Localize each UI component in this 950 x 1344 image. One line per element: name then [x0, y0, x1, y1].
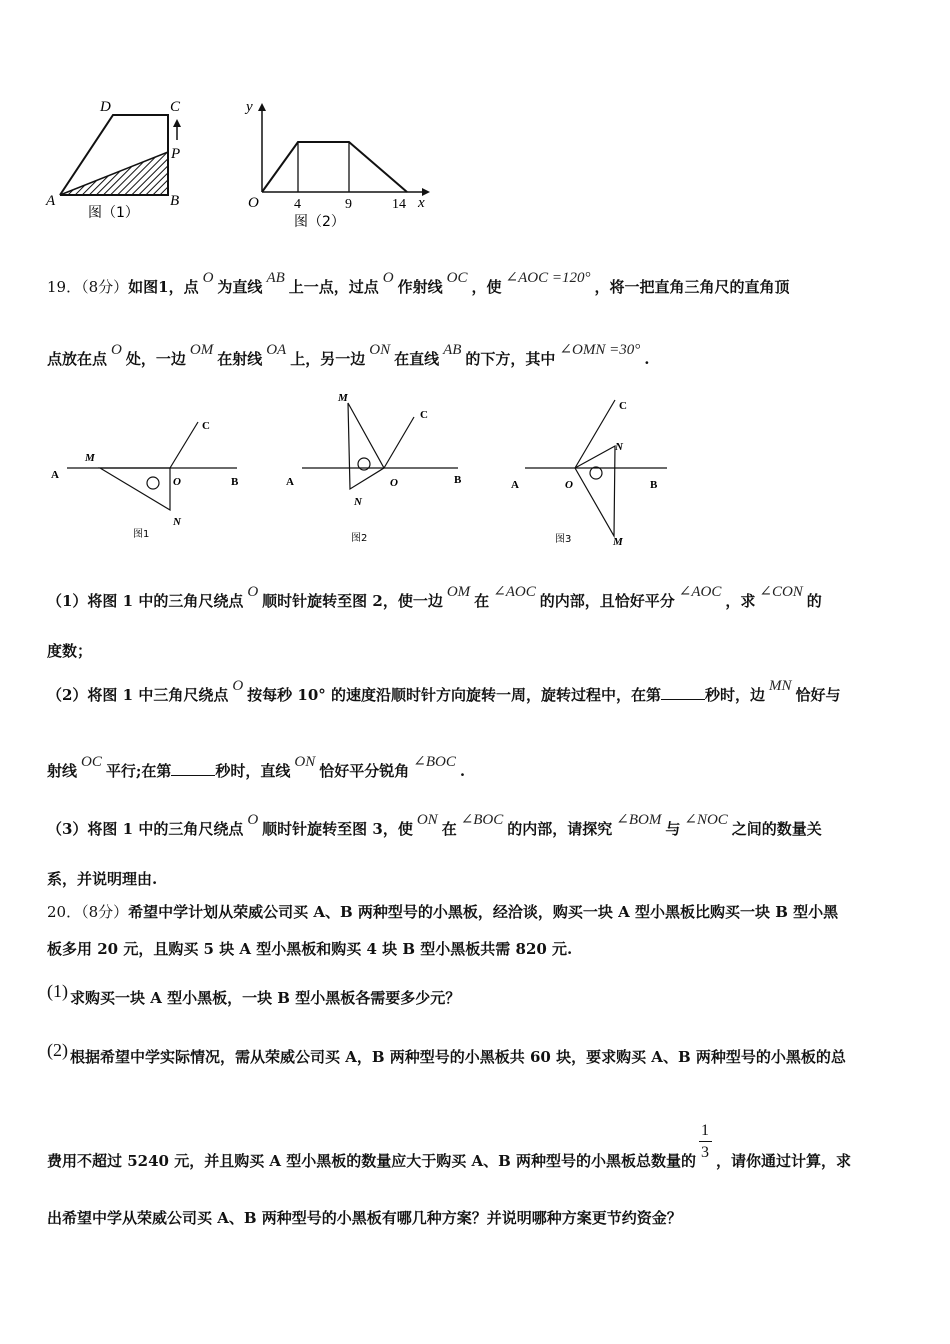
f1-label-B: B	[231, 476, 239, 488]
f2-label-A: A	[286, 476, 294, 488]
q19-text: 按每秒 10° 的速度沿顺时针方向旋转一周，旋转过程中，在第	[247, 686, 661, 704]
math-O: O	[111, 342, 122, 358]
q20-score: （8分）	[81, 903, 129, 921]
q19-part-3-cont	[47, 868, 904, 890]
q20-text: ，请你通过计算，求	[716, 1152, 852, 1170]
q19-line-2	[47, 342, 904, 371]
fig2-x-label: x	[418, 195, 425, 211]
q19-text: 系，并说明理由.	[47, 870, 158, 888]
math-O: O	[247, 584, 259, 600]
q19-text: 的下方，其中	[465, 350, 556, 368]
q19-text: .	[459, 762, 466, 780]
math-angle-AOC: ∠AOC	[493, 584, 536, 600]
q20-line-1	[47, 901, 904, 923]
math-OA: OA	[266, 342, 287, 358]
q19-text: 上一点，过点	[288, 278, 379, 296]
q19-figure-1	[45, 405, 260, 545]
math-OC: OC	[446, 270, 468, 286]
answer-blank-1[interactable]	[661, 685, 705, 700]
q20-sub-1-marker: (1)	[47, 981, 68, 1001]
math-angle-BOC: ∠BOC	[413, 754, 456, 770]
q19-text: 在直线	[394, 350, 440, 368]
math-angle-AOC-120: ∠AOC =120°	[505, 270, 591, 286]
math-O: O	[232, 678, 244, 694]
math-angle-CON: ∠CON	[759, 584, 803, 600]
q20-text: 出希望中学从荣威公司买 A、B 两种型号的小黑板有哪几种方案？并说明哪种方案更节约资金？	[47, 1209, 682, 1227]
q19-figure-2	[280, 385, 480, 550]
q20-text: 费用不超过 5240 元，并且购买 A 型小黑板的数量应大于购买 A、B 两种型号的小黑板总数量的	[47, 1152, 697, 1170]
f2-label-M: M	[338, 392, 348, 404]
math-angle-NOC: ∠NOC	[684, 812, 728, 828]
q19-figure-3	[505, 390, 690, 550]
f2-caption: 图2	[351, 533, 368, 544]
figure-1-trapezoid	[40, 95, 190, 230]
q19-part-2	[47, 678, 904, 707]
f1-label-M: M	[85, 452, 95, 464]
q19-text: 在	[474, 592, 490, 610]
f1-label-O: O	[173, 476, 181, 488]
math-angle-AOC: ∠AOC	[678, 584, 722, 600]
q20-sub-2	[47, 1040, 904, 1068]
fig2-caption: 图（2）	[294, 214, 345, 230]
f3-label-O: O	[565, 479, 573, 491]
math-angle-BOM: ∠BOM	[616, 812, 662, 828]
fig1-label-C: C	[170, 99, 181, 115]
math-OM: OM	[189, 342, 214, 358]
q19-text: 度数；	[47, 642, 93, 660]
f1-label-A: A	[51, 469, 59, 481]
fig1-label-B: B	[170, 193, 180, 209]
math-ON: ON	[294, 754, 316, 770]
q19-text: 处，一边	[125, 350, 186, 368]
q19-text: 射线	[47, 762, 78, 780]
fig1-label-D: D	[100, 99, 111, 115]
q19-text: 的内部，请探究	[507, 820, 613, 838]
f2-label-O: O	[390, 477, 398, 489]
q19-text: （2）将图 1 中三角尺绕点	[47, 686, 229, 704]
fig1-label-A: A	[46, 193, 56, 209]
q20-sub-1	[47, 981, 904, 1009]
q19-text: 顺时针旋转至图 3，使	[262, 820, 413, 838]
f2-label-B: B	[454, 474, 462, 486]
q19-text: ，将一把直角三角尺的直角顶	[594, 278, 790, 296]
f1-label-N: N	[173, 516, 181, 528]
q19-text: 顺时针旋转至图 2，使一边	[262, 592, 443, 610]
q20-text: 希望中学计划从荣威公司买 A、B 两种型号的小黑板，经洽谈，购买一块 A 型小黑板比购买一块 B 型小黑	[128, 903, 839, 921]
q19-text: ，求	[725, 592, 756, 610]
q20-text: 板多用 20 元，且购买 5 块 A 型小黑板和购买 4 块 B 型小黑板共需 820 元.	[47, 940, 573, 958]
q19-text: （3）将图 1 中的三角尺绕点	[47, 820, 244, 838]
q19-text: 的内部，且恰好平分	[539, 592, 675, 610]
fig1-caption: 图（1）	[88, 205, 139, 221]
q19-text: 上，另一边	[290, 350, 366, 368]
q19-part-3	[47, 812, 904, 841]
q19-part-1	[47, 584, 904, 613]
fig2-tick-14: 14	[392, 197, 406, 212]
q19-text: 在射线	[217, 350, 263, 368]
q19-part-2-cont	[47, 754, 904, 783]
q19-text: 为直线	[217, 278, 263, 296]
q19-text: 秒时，直线	[215, 762, 291, 780]
f3-label-N: N	[615, 441, 623, 453]
q19-text: 恰好平分锐角	[319, 762, 410, 780]
q19-text: 的	[806, 592, 822, 610]
math-angle-OMN-30: ∠OMN =30°	[559, 342, 641, 358]
q19-text: 平行;在第	[105, 762, 172, 780]
fig2-tick-4: 4	[294, 197, 301, 212]
fraction-one-third	[699, 1122, 713, 1166]
q20-number: 20．	[47, 903, 82, 921]
q19-text: 在	[441, 820, 457, 838]
figure-2-graph	[240, 95, 435, 235]
math-OM: OM	[446, 584, 471, 600]
math-AB: AB	[266, 270, 285, 286]
f3-label-C: C	[619, 400, 627, 412]
q19-score: （8分）	[81, 278, 129, 296]
f3-label-B: B	[650, 479, 658, 491]
fraction-denominator: 3	[701, 1144, 710, 1161]
math-O: O	[202, 270, 214, 286]
q20-sub-2-end	[47, 1207, 904, 1229]
fig2-y-label: y	[246, 99, 253, 115]
q20-line-2	[47, 938, 904, 960]
q19-text: 秒时，边	[705, 686, 766, 704]
f3-label-M: M	[613, 536, 623, 548]
q19-text: ，使	[471, 278, 502, 296]
f3-label-A: A	[511, 479, 519, 491]
q19-number: 19．	[47, 278, 82, 296]
fraction-numerator: 1	[701, 1122, 710, 1139]
f2-label-N: N	[354, 496, 362, 508]
q20-text: 根据希望中学实际情况，需从荣威公司买 A，B 两种型号的小黑板共 60 块，要求购买 A、B 两种型号的小黑板的总	[70, 1048, 846, 1066]
q20-text: 求购买一块 A 型小黑板，一块 B 型小黑板各需要多少元？	[70, 989, 461, 1007]
q19-text: 恰好与	[795, 686, 841, 704]
math-O: O	[247, 812, 259, 828]
math-OC: OC	[81, 754, 102, 770]
q19-text: .	[644, 350, 650, 368]
answer-blank-2[interactable]	[171, 761, 215, 776]
math-ON: ON	[369, 342, 391, 358]
fig1-label-P: P	[171, 146, 181, 162]
f1-label-C: C	[202, 420, 210, 432]
fig2-tick-9: 9	[345, 197, 352, 212]
q19-text: 作射线	[397, 278, 443, 296]
math-MN: MN	[769, 678, 792, 694]
f2-label-C: C	[420, 409, 428, 421]
math-angle-BOC: ∠BOC	[460, 812, 504, 828]
math-ON: ON	[416, 812, 438, 828]
q19-part-1-cont	[47, 640, 904, 662]
q19-text: （1）将图 1 中的三角尺绕点	[47, 592, 244, 610]
q20-sub-2-marker: (2)	[47, 1040, 68, 1060]
fig2-origin: O	[248, 195, 259, 211]
q20-sub-2-cont	[47, 1122, 904, 1172]
f3-caption: 图3	[555, 534, 572, 545]
math-O: O	[382, 270, 394, 286]
f1-caption: 图1	[133, 529, 150, 540]
q19-text: 之间的数量关	[731, 820, 822, 838]
q19-text: 如图1，点	[128, 278, 199, 296]
q19-line-1	[47, 270, 904, 299]
q19-text: 点放在点	[47, 350, 108, 368]
q19-text: 与	[665, 820, 681, 838]
math-AB: AB	[443, 342, 462, 358]
